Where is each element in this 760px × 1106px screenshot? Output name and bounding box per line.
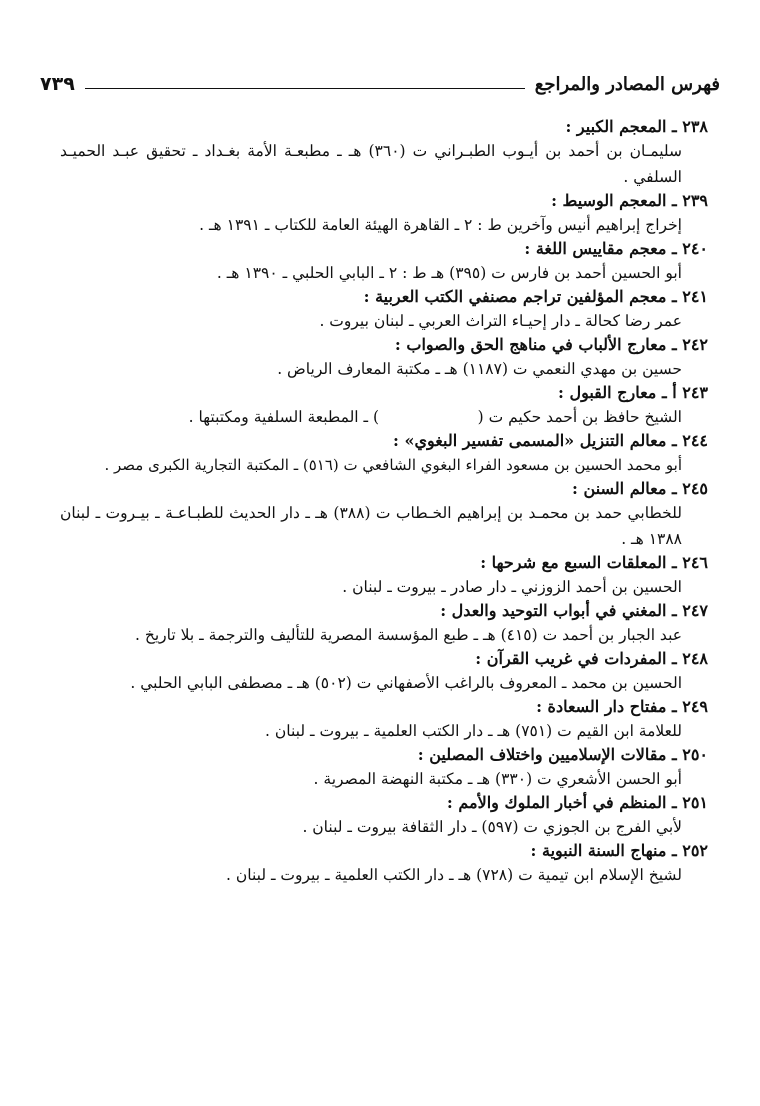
bibliography-entry bbox=[60, 382, 708, 430]
entry-title: ٢٤٠ ـ معجم مقاييس اللغة : bbox=[524, 239, 708, 258]
entry-description: لأبي الفرج بن الجوزي ت (٥٩٧) ـ دار الثقافة بيروت ـ لبنان . bbox=[302, 818, 682, 836]
entry-description: أبو الحسين أحمد بن فارس ت (٣٩٥) هـ ط : ٢ ـ البابي الحلبي ـ ١٣٩٠ هـ . bbox=[216, 264, 682, 282]
entry-description: لشيخ الإسلام ابن تيمية ت (٧٢٨) هـ ـ دار الكتب العلمية ـ بيروت ـ لبنان . bbox=[226, 866, 682, 884]
bibliography-entry bbox=[60, 334, 708, 382]
entry-description: للعلامة ابن القيم ت (٧٥١) هـ ـ دار الكتب العلمية ـ بيروت ـ لبنان . bbox=[265, 722, 682, 740]
bibliography-entry bbox=[60, 648, 708, 696]
bibliography-entry bbox=[60, 744, 708, 792]
entry-title: ٢٥٢ ـ منهاج السنة النبوية : bbox=[530, 841, 708, 860]
page-number: ٧٣٩ bbox=[40, 73, 75, 95]
bibliography-list bbox=[60, 116, 708, 888]
entry-title: ٢٤١ ـ معجم المؤلفين تراجم مصنفي الكتب العربية : bbox=[363, 287, 708, 306]
entry-description: أبو محمد الحسين بن مسعود الفراء البغوي الشافعي ت (٥١٦) ـ المكتبة التجارية الكبرى مصر . bbox=[104, 456, 682, 474]
entry-title: ٢٤٩ ـ مفتاح دار السعادة : bbox=[536, 697, 708, 716]
entry-title: ٢٤٦ ـ المعلقات السبع مع شرحها : bbox=[480, 553, 708, 572]
entry-title: ٢٤٢ ـ معارج الألباب في مناهج الحق والصواب : bbox=[394, 335, 708, 354]
bibliography-entry bbox=[60, 286, 708, 334]
bibliography-entry bbox=[60, 190, 708, 238]
entry-title: ٢٤٥ ـ معالم السنن : bbox=[572, 479, 708, 498]
bibliography-entry bbox=[60, 478, 708, 552]
entry-description: سليمـان بن أحمد بن أيـوب الطبـراني ت (٣٦٠) هـ ـ مطبعـة الأمة بغـداد ـ تحقيق عبـد الحميـد السلفي . bbox=[60, 142, 682, 186]
entry-description: إخراج إبراهيم أنيس وآخرين ط : ٢ ـ القاهرة الهيئة العامة للكتاب ـ ١٣٩١ هـ . bbox=[199, 216, 682, 234]
entry-title: ٢٥٠ ـ مقالات الإسلاميين واختلاف المصلين : bbox=[417, 745, 708, 764]
bibliography-entry bbox=[60, 840, 708, 888]
entry-title: ٢٥١ ـ المنظم في أخبار الملوك والأمم : bbox=[446, 793, 708, 812]
entry-description: الشيخ حافظ بن أحمد حكيم ت ( ) ـ المطبعة السلفية ومكتبتها . bbox=[188, 408, 682, 426]
entry-title: ٢٤٨ ـ المفردات في غريب القرآن : bbox=[475, 649, 708, 668]
entry-title: ٢٣٩ ـ المعجم الوسيط : bbox=[551, 191, 708, 210]
entry-title: ٢٤٣ أ ـ معارج القبول : bbox=[557, 383, 708, 402]
bibliography-entry bbox=[60, 552, 708, 600]
entry-description: عمر رضا كحالة ـ دار إحيـاء التراث العربي ـ لبنان بيروت . bbox=[319, 312, 682, 330]
entry-title: ٢٣٨ ـ المعجم الكبير : bbox=[565, 117, 708, 136]
entry-description: حسين بن مهدي النعمي ت (١١٨٧) هـ ـ مكتبة المعارف الرياض . bbox=[277, 360, 682, 378]
entry-description: الحسين بن محمد ـ المعروف بالراغب الأصفهاني ت (٥٠٢) هـ ـ مصطفى البابي الحلبي . bbox=[130, 674, 682, 692]
entry-description: عبد الجبار بن أحمد ت (٤١٥) هـ ـ طبع المؤسسة المصرية للتأليف والترجمة ـ بلا تاريخ . bbox=[134, 626, 682, 644]
page-header bbox=[40, 70, 720, 98]
bibliography-entry bbox=[60, 116, 708, 190]
entry-description: الحسين بن أحمد الزوزني ـ دار صادر ـ بيروت ـ لبنان . bbox=[342, 578, 682, 596]
entry-description: أبو الحسن الأشعري ت (٣٣٠) هـ ـ مكتبة النهضة المصرية . bbox=[313, 770, 682, 788]
bibliography-entry bbox=[60, 792, 708, 840]
entry-title: ٢٤٧ ـ المغني في أبواب التوحيد والعدل : bbox=[440, 601, 708, 620]
bibliography-entry bbox=[60, 430, 708, 478]
bibliography-entry bbox=[60, 600, 708, 648]
header-rule bbox=[85, 88, 525, 89]
bibliography-entry bbox=[60, 238, 708, 286]
running-title: فهرس المصادر والمراجع bbox=[534, 73, 720, 95]
entry-description: للخطابي حمد بن محمـد بن إبراهيم الخـطاب ت (٣٨٨) هـ ـ دار الحديث للطبـاعـة ـ بيـروت ـ لبنان ١٣٨٨ هـ . bbox=[60, 504, 682, 548]
bibliography-entry bbox=[60, 696, 708, 744]
entry-title: ٢٤٤ ـ معالم التنزيل «المسمى تفسير البغوي» : bbox=[393, 431, 708, 450]
